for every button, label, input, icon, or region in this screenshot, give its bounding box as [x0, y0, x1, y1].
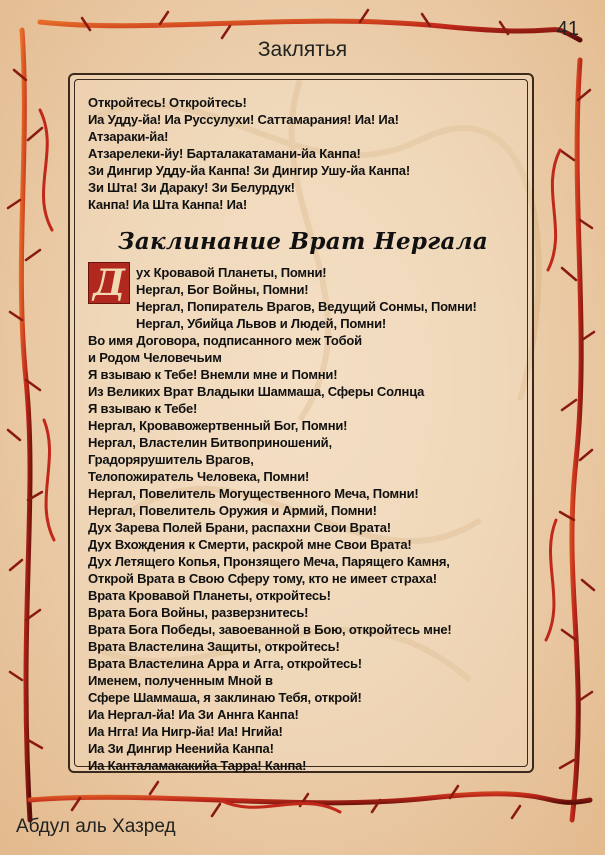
spell-line: Телопожиратель Человека, Помни! [88, 469, 310, 484]
intro-line: Атзараки-йа! [88, 129, 169, 144]
intro-line: Откройтесь! Откройтесь! [88, 95, 247, 110]
spell-line: Нергал, Повелитель Оружия и Армий, Помни! [88, 503, 377, 518]
spell-line: Иа Нгга! Иа Нигр-йа! Иа! Нгийа! [88, 724, 283, 739]
spell-line: Дух Вхождения к Смерти, раскрой мне Свои Врата! [88, 537, 412, 552]
dropcap-illuminated-letter [88, 262, 130, 304]
spell-line: Из Великих Врат Владыки Шаммаша, Сферы Солнца [88, 384, 425, 399]
spell-line: Градорярушитель Врагов, [88, 452, 254, 467]
spell-line: Во имя Договора, подписанного меж Тобой [88, 333, 362, 348]
spell-line: Сфере Шаммаша, я заклинаю Тебя, открой! [88, 690, 362, 705]
spell-line: и Родом Человечьим [88, 350, 222, 365]
spell-line: Иа Нергал-йа! Иа Зи Аннга Канпа! [88, 707, 299, 722]
spell-line: Я взываю к Тебе! [88, 401, 198, 416]
spell-line: Дух Летящего Копья, Пронзящего Меча, Парящего Камня, [88, 554, 450, 569]
spell-line: Нергал, Попиратель Врагов, Ведущий Сонмы, Помни! [136, 299, 477, 314]
dropcap-letter: Д [92, 262, 125, 304]
page-number: 41 [556, 18, 579, 40]
spell-line: Врата Властелина Защиты, откройтесь! [88, 639, 340, 654]
spell-line: Дух Зарева Полей Брани, распахни Свои Врата! [88, 520, 391, 535]
spell-line: Нергал, Убийца Львов и Людей, Помни! [136, 316, 386, 331]
spell-line: Врата Бога Войны, разверзнитесь! [88, 605, 309, 620]
spell-line: Нергал, Властелин Битвоприношений, [88, 435, 332, 450]
author-name: Абдул аль Хазред [16, 816, 176, 837]
intro-line: Зи Шта! Зи Дараку! Зи Белурдук! [88, 180, 295, 195]
spell-line: Я взываю к Тебе! Внемли мне и Помни! [88, 367, 338, 382]
intro-line: Иа Удду-йа! Иа Руссулухи! Саттамарания! Иа! Иа! [88, 112, 399, 127]
intro-line: Атзарелеки-йу! Барталакатамани-йа Канпа! [88, 146, 361, 161]
spell-line: Нергал, Кровавожертвенный Бог, Помни! [88, 418, 348, 433]
spell-line: Врата Кровавой Планеты, откройтесь! [88, 588, 331, 603]
spell-line: Иа Канталамакакийа Тарра! Канпа! [88, 758, 307, 773]
intro-line: Зи Дингир Удду-йа Канпа! Зи Дингир Ушу-йа Канпа! [88, 163, 410, 178]
spell-line: Нергал, Бог Войны, Помни! [136, 282, 309, 297]
spell-line: ух Кровавой Планеты, Помни! [136, 265, 327, 280]
spell-line: Открой Врата в Свою Сферу тому, кто не имеет страха! [88, 571, 437, 586]
spell-title: Заклинание Врат Нергала [117, 228, 489, 255]
spell-line: Именем, полученным Мной в [88, 673, 273, 688]
spell-line: Врата Властелина Арра и Агга, откройтесь! [88, 656, 362, 671]
spell-line: Врата Бога Победы, завоеванной в Бою, откройтесь мне! [88, 622, 452, 637]
spell-line: Иа Зи Дингир Неенийа Канпа! [88, 741, 274, 756]
spell-line: Нергал, Повелитель Могущественного Меча, Помни! [88, 486, 419, 501]
section-title: Заклятья [257, 38, 348, 61]
intro-line: Канпа! Иа Шта Канпа! Иа! [88, 197, 247, 212]
